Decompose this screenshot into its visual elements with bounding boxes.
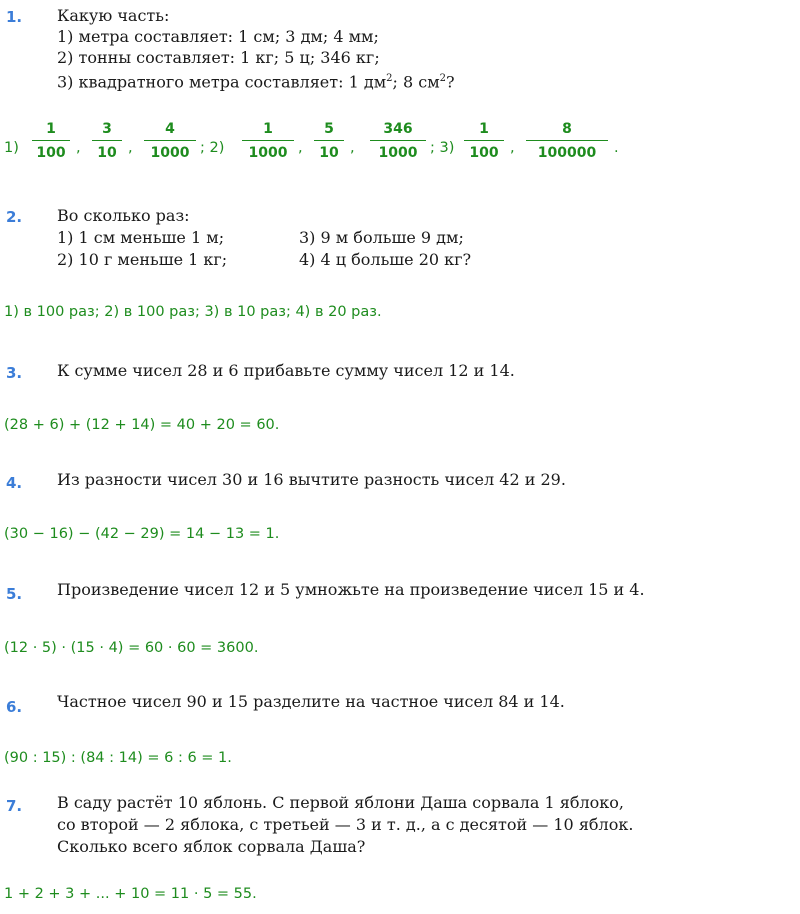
answer-sep: ,: [128, 140, 133, 156]
fraction: 346 1000: [370, 118, 426, 163]
fraction: 5 10: [314, 118, 344, 163]
fraction: 1 100: [464, 118, 504, 163]
task-2-item-1: 1) 1 см меньше 1 м;: [57, 228, 225, 247]
task-6-text: Частное чисел 90 и 15 разделите на частное чисел 84 и 14.: [57, 692, 565, 711]
task-7-line-2: со второй — 2 яблока, с третьей — 3 и т. д., а с десятой — 10 яблок.: [57, 815, 634, 834]
task-4-text: Из разности чисел 30 и 16 вычтите разность чисел 42 и 29.: [57, 470, 566, 489]
answer-end: .: [614, 140, 619, 156]
answer-sep: ; 3): [430, 140, 455, 156]
answer-sep: ,: [350, 140, 355, 156]
task-1-title: Какую часть:: [57, 6, 170, 25]
task-5-text: Произведение чисел 12 и 5 умножьте на произведение чисел 15 и 4.: [57, 580, 645, 599]
task-7-text: [57, 792, 633, 858]
answer-sep: ,: [76, 140, 81, 156]
task-1-text: [57, 5, 455, 92]
fraction: 8 100000: [526, 118, 608, 163]
task-1-item-1: 1) метра составляет: 1 см; 3 дм; 4 мм;: [57, 27, 379, 46]
task-1-number: 1.: [6, 8, 23, 26]
task-1-item-3: 3) квадратного метра составляет: 1 $дм^2$; 8 $см^2$?: [57, 72, 455, 92]
task-5-number: 5.: [6, 585, 23, 603]
answer-sep: ,: [298, 140, 303, 156]
task-3-text: К сумме чисел 28 и 6 прибавьте сумму чисел 12 и 14.: [57, 361, 515, 380]
task-2-number: 2.: [6, 208, 23, 226]
task-2-item-3: 3) 9 м больше 9 дм;: [299, 228, 464, 247]
task-3-answer: (28 + 6) + (12 + 14) = 40 + 20 = 60.: [4, 417, 280, 433]
task-3-number: 3.: [6, 364, 23, 382]
answer-sep: ; 2): [200, 140, 225, 156]
fraction: 4 1000: [144, 118, 196, 163]
task-1-item-2: 2) тонны составляет: 1 кг; 5 ц; 346 кг;: [57, 48, 380, 67]
task-7-line-3: Сколько всего яблок сорвала Даша?: [57, 837, 366, 856]
task-6-number: 6.: [6, 698, 23, 716]
task-2-item-4: 4) 4 ц больше 20 кг?: [299, 250, 472, 269]
fraction: 1 100: [32, 118, 70, 163]
answer-lead: 1): [4, 140, 19, 156]
task-4-answer: (30 − 16) − (42 − 29) = 14 − 13 = 1.: [4, 526, 280, 542]
task-7-number: 7.: [6, 797, 23, 815]
task-4-number: 4.: [6, 474, 23, 492]
fraction: 1 1000: [242, 118, 294, 163]
task-5-answer: (12 · 5) · (15 · 4) = 60 · 60 = 3600.: [4, 640, 259, 656]
task-2-item-2: 2) 10 г меньше 1 кг;: [57, 250, 228, 269]
answer-sep: ,: [510, 140, 515, 156]
task-7-answer: 1 + 2 + 3 + ... + 10 = 11 · 5 = 55.: [4, 886, 257, 902]
task-6-answer: (90 : 15) : (84 : 14) = 6 : 6 = 1.: [4, 750, 232, 766]
task-7-line-1: В саду растёт 10 яблонь. С первой яблони Даша сорвала 1 яблоко,: [57, 793, 624, 812]
task-2-answer: 1) в 100 раз; 2) в 100 раз; 3) в 10 раз; 4) в 20 раз.: [4, 304, 382, 320]
task-2-title: Во сколько раз:: [57, 206, 190, 225]
task-1-answer: [4, 118, 794, 178]
fraction: 3 10: [92, 118, 122, 163]
